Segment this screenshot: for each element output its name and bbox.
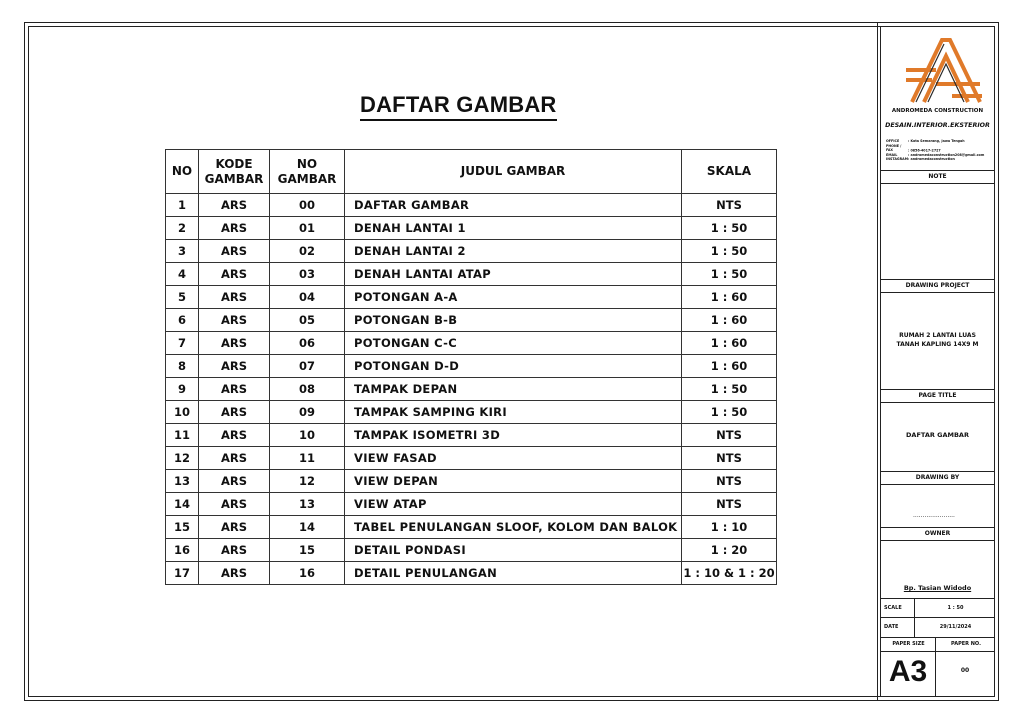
row-judul-gambar-cell: POTONGAN C-C (345, 332, 682, 355)
paper-labels-row (880, 641, 995, 647)
row-kode-gambar-cell: ARS (199, 217, 270, 240)
row-no-gambar-cell: 03 (270, 263, 345, 286)
header-skala: SKALA (682, 150, 777, 194)
row-judul-gambar-cell: POTONGAN B-B (345, 309, 682, 332)
row-kode-gambar-cell: ARS (199, 539, 270, 562)
contact-line: OFFICE : Kota Semarang, Jawa Tengah (886, 139, 965, 143)
row-no-cell: 3 (166, 240, 199, 263)
row-judul-gambar-cell: DETAIL PENULANGAN (345, 562, 682, 585)
contact-line: EMAIL : andromedaconstruction208@gmail.com (886, 152, 985, 157)
table-row (166, 447, 777, 470)
row-kode-gambar-cell: ARS (199, 470, 270, 493)
row-no-gambar-cell: 10 (270, 424, 345, 447)
row-judul-gambar-cell: TAMPAK DEPAN (345, 378, 682, 401)
row-no-cell: 15 (166, 516, 199, 539)
divider (880, 170, 995, 171)
row-no-gambar-cell: 01 (270, 217, 345, 240)
table-row (166, 470, 777, 493)
row-no-cell: 7 (166, 332, 199, 355)
row-kode-gambar-cell: ARS (199, 263, 270, 286)
table-header-row (166, 150, 777, 194)
row-no-cell: 1 (166, 194, 199, 217)
andromeda-logo-icon (902, 32, 984, 108)
drawing-by-label: DRAWING BY (915, 474, 960, 481)
row-judul-gambar-cell: POTONGAN D-D (345, 355, 682, 378)
row-kode-gambar-cell: ARS (199, 240, 270, 263)
row-judul-gambar-cell: VIEW DEPAN (345, 470, 682, 493)
table-row (166, 194, 777, 217)
date-label: DATE (884, 624, 899, 630)
row-no-cell: 10 (166, 401, 199, 424)
company-tagline: DESAIN.INTERIOR.EKSTERIOR (885, 122, 990, 129)
row-no-gambar-cell: 06 (270, 332, 345, 355)
row-skala-cell: 1 : 60 (682, 332, 777, 355)
row-skala-cell: NTS (682, 493, 777, 516)
row-kode-gambar-cell: ARS (199, 286, 270, 309)
header-kode-gambar: KODE GAMBAR (199, 150, 270, 194)
row-skala-cell: 1 : 50 (682, 217, 777, 240)
paper-no-label: PAPER NO. (951, 641, 981, 647)
drawing-by-value: ...................... (913, 512, 955, 519)
drawing-project-value: RUMAH 2 LANTAI LUAS TANAH KAPLING 14X9 M (896, 332, 979, 348)
row-skala-cell: 1 : 60 (682, 355, 777, 378)
table-row (166, 539, 777, 562)
row-no-cell: 11 (166, 424, 199, 447)
row-judul-gambar-cell: DETAIL PONDASI (345, 539, 682, 562)
row-kode-gambar-cell: ARS (199, 401, 270, 424)
row-no-gambar-cell: 16 (270, 562, 345, 585)
divider (880, 617, 995, 618)
row-kode-gambar-cell: ARS (199, 355, 270, 378)
row-no-cell: 17 (166, 562, 199, 585)
row-judul-gambar-cell: TABEL PENULANGAN SLOOF, KOLOM DAN BALOK (345, 516, 682, 539)
row-judul-gambar-cell: DENAH LANTAI ATAP (345, 263, 682, 286)
row-no-cell: 4 (166, 263, 199, 286)
row-kode-gambar-cell: ARS (199, 194, 270, 217)
row-judul-gambar-cell: DAFTAR GAMBAR (345, 194, 682, 217)
page-title-value: DAFTAR GAMBAR (906, 431, 969, 439)
divider (880, 637, 995, 638)
row-no-cell: 12 (166, 447, 199, 470)
paper-size-label: PAPER SIZE (892, 641, 925, 647)
row-skala-cell: 1 : 10 (682, 516, 777, 539)
row-skala-cell: 1 : 10 & 1 : 20 (682, 562, 777, 585)
row-no-cell: 14 (166, 493, 199, 516)
table-row (166, 401, 777, 424)
row-no-cell: 6 (166, 309, 199, 332)
row-judul-gambar-cell: VIEW ATAP (345, 493, 682, 516)
table-row (166, 240, 777, 263)
divider (880, 402, 995, 403)
row-skala-cell: 1 : 20 (682, 539, 777, 562)
note-label: NOTE (928, 173, 947, 180)
row-skala-cell: 1 : 50 (682, 401, 777, 424)
divider (880, 471, 995, 472)
table-row (166, 217, 777, 240)
date-value: 29/11/2024 (939, 624, 972, 630)
row-no-gambar-cell: 07 (270, 355, 345, 378)
table-row (166, 378, 777, 401)
table-row (166, 263, 777, 286)
row-skala-cell: NTS (682, 424, 777, 447)
contact-line: INSTAGRAM: andromedaconstruction (886, 157, 955, 162)
divider (880, 540, 995, 541)
row-no-gambar-cell: 05 (270, 309, 345, 332)
paper-size-value: A3 (888, 655, 928, 688)
row-no-gambar-cell: 14 (270, 516, 345, 539)
row-skala-cell: 1 : 50 (682, 378, 777, 401)
row-skala-cell: 1 : 50 (682, 240, 777, 263)
row-no-gambar-cell: 11 (270, 447, 345, 470)
row-skala-cell: 1 : 60 (682, 309, 777, 332)
row-no-gambar-cell: 04 (270, 286, 345, 309)
header-judul-gambar: JUDUL GAMBAR (345, 150, 682, 194)
paper-no-value: 00 (960, 667, 970, 674)
row-kode-gambar-cell: ARS (199, 424, 270, 447)
row-no-gambar-cell: 13 (270, 493, 345, 516)
divider (914, 598, 915, 637)
drawing-project-label: DRAWING PROJECT (905, 282, 970, 289)
divider (880, 484, 995, 485)
table-row (166, 562, 777, 585)
row-kode-gambar-cell: ARS (199, 332, 270, 355)
row-kode-gambar-cell: ARS (199, 309, 270, 332)
company-contact (886, 139, 994, 162)
row-judul-gambar-cell: TAMPAK ISOMETRI 3D (345, 424, 682, 447)
contact-line: PHONE / FAX : 0856-4017-2727 (886, 143, 941, 153)
row-no-cell: 2 (166, 217, 199, 240)
row-kode-gambar-cell: ARS (199, 516, 270, 539)
table-row (166, 355, 777, 378)
row-no-cell: 8 (166, 355, 199, 378)
row-skala-cell: 1 : 50 (682, 263, 777, 286)
row-no-cell: 9 (166, 378, 199, 401)
row-no-gambar-cell: 02 (270, 240, 345, 263)
row-judul-gambar-cell: DENAH LANTAI 1 (345, 217, 682, 240)
row-kode-gambar-cell: ARS (199, 562, 270, 585)
row-no-gambar-cell: 08 (270, 378, 345, 401)
row-no-cell: 5 (166, 286, 199, 309)
row-no-gambar-cell: 12 (270, 470, 345, 493)
row-no-cell: 13 (166, 470, 199, 493)
row-judul-gambar-cell: VIEW FASAD (345, 447, 682, 470)
row-skala-cell: NTS (682, 470, 777, 493)
company-name: ANDROMEDA CONSTRUCTION (891, 108, 984, 114)
divider (880, 598, 995, 599)
scale-row (880, 605, 995, 611)
row-kode-gambar-cell: ARS (199, 378, 270, 401)
row-skala-cell: NTS (682, 447, 777, 470)
divider (880, 292, 995, 293)
table-row (166, 424, 777, 447)
page-title-label: PAGE TITLE (918, 392, 957, 399)
divider (880, 527, 995, 528)
row-judul-gambar-cell: TAMPAK SAMPING KIRI (345, 401, 682, 424)
row-no-gambar-cell: 09 (270, 401, 345, 424)
table-row (166, 286, 777, 309)
row-skala-cell: 1 : 60 (682, 286, 777, 309)
table-row (166, 516, 777, 539)
row-kode-gambar-cell: ARS (199, 493, 270, 516)
scale-value: 1 : 50 (947, 605, 964, 611)
divider (880, 183, 995, 184)
scale-label: SCALE (884, 605, 902, 611)
table-row (166, 309, 777, 332)
page-title: DAFTAR GAMBAR (360, 92, 557, 121)
row-judul-gambar-cell: DENAH LANTAI 2 (345, 240, 682, 263)
owner-label: OWNER (924, 530, 951, 537)
row-no-gambar-cell: 15 (270, 539, 345, 562)
header-no: NO (166, 150, 199, 194)
date-row (880, 624, 995, 630)
divider (880, 279, 995, 280)
row-no-gambar-cell: 00 (270, 194, 345, 217)
table-row (166, 332, 777, 355)
divider (880, 389, 995, 390)
owner-value: Bp. Tasian Widodo (903, 584, 972, 592)
row-kode-gambar-cell: ARS (199, 447, 270, 470)
header-no-gambar: NO GAMBAR (270, 150, 345, 194)
row-judul-gambar-cell: POTONGAN A-A (345, 286, 682, 309)
row-no-cell: 16 (166, 539, 199, 562)
table-row (166, 493, 777, 516)
drawing-list-table (165, 149, 777, 585)
row-skala-cell: NTS (682, 194, 777, 217)
